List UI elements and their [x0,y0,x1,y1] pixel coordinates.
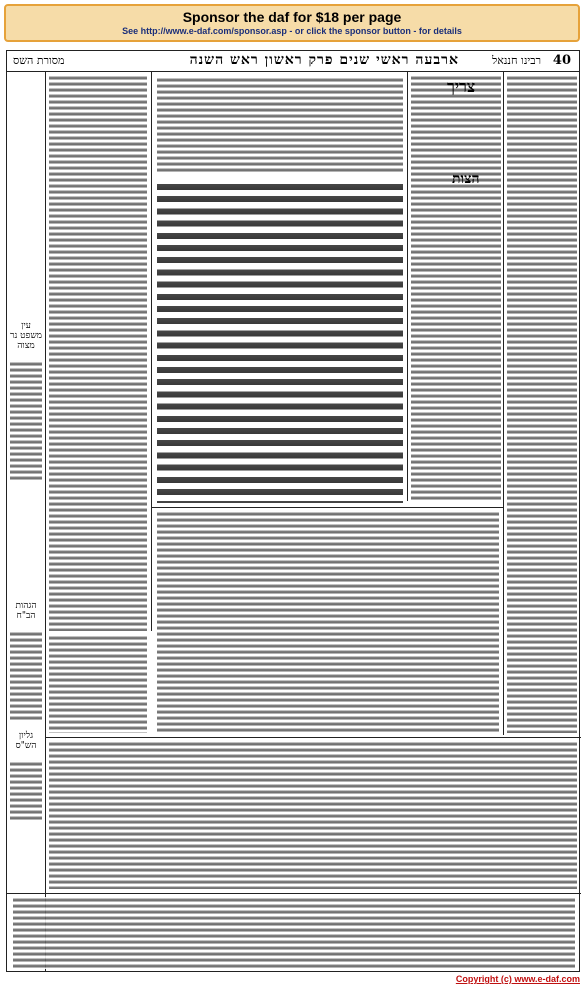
rashi-column [411,75,501,501]
gemara-opening-word: צריך [447,77,476,96]
rashi-continuation [157,511,499,733]
rabbeinu-chananel-column [507,75,577,733]
page-number: 40 [552,53,571,68]
gemara-top-commentary [157,77,403,173]
running-title: ארבעה ראשי שנים פרק ראשון ראש השנה [189,52,459,68]
tosafot-bottom-block [49,741,577,889]
gilyon-text [10,761,42,821]
lower-divider [45,737,581,738]
tosafot-divider [151,71,152,631]
page-footer [6,974,580,988]
section-word: הצות [452,171,480,187]
footnotes-divider [7,893,581,894]
hagahot-label: הגהות הב"ח [15,601,37,621]
rabbeinu-chananel-label: רבינו חננאל [492,54,541,67]
tosafot-column [49,75,147,631]
copyright-link[interactable]: Copyright (c) www.e-daf.com [455,974,580,984]
talmud-page [6,50,580,972]
sponsor-banner[interactable] [4,4,580,42]
mid-divider [151,507,503,508]
gemara-text [157,181,403,503]
rashi-divider [407,71,408,501]
tosafot-continuation [49,635,147,733]
ein-mishpat-text [10,361,42,481]
sponsor-title[interactable]: Sponsor the daf for $18 per page [182,9,402,25]
sponsor-link-text[interactable]: See http://www.e-daf.com/sponsor.asp - or click the sponsor button - for details [122,26,462,36]
footnotes-block [13,897,575,969]
hagahot-text [10,631,42,721]
margin-notes-column [7,71,46,971]
mesoret-label: מסורת השס [13,54,65,67]
page-header [7,51,579,72]
ein-mishpat-label: עין משפט נר מצוה [9,321,43,351]
gilyon-label: גליון הש"ס [15,731,37,751]
right-column-divider [503,71,504,735]
